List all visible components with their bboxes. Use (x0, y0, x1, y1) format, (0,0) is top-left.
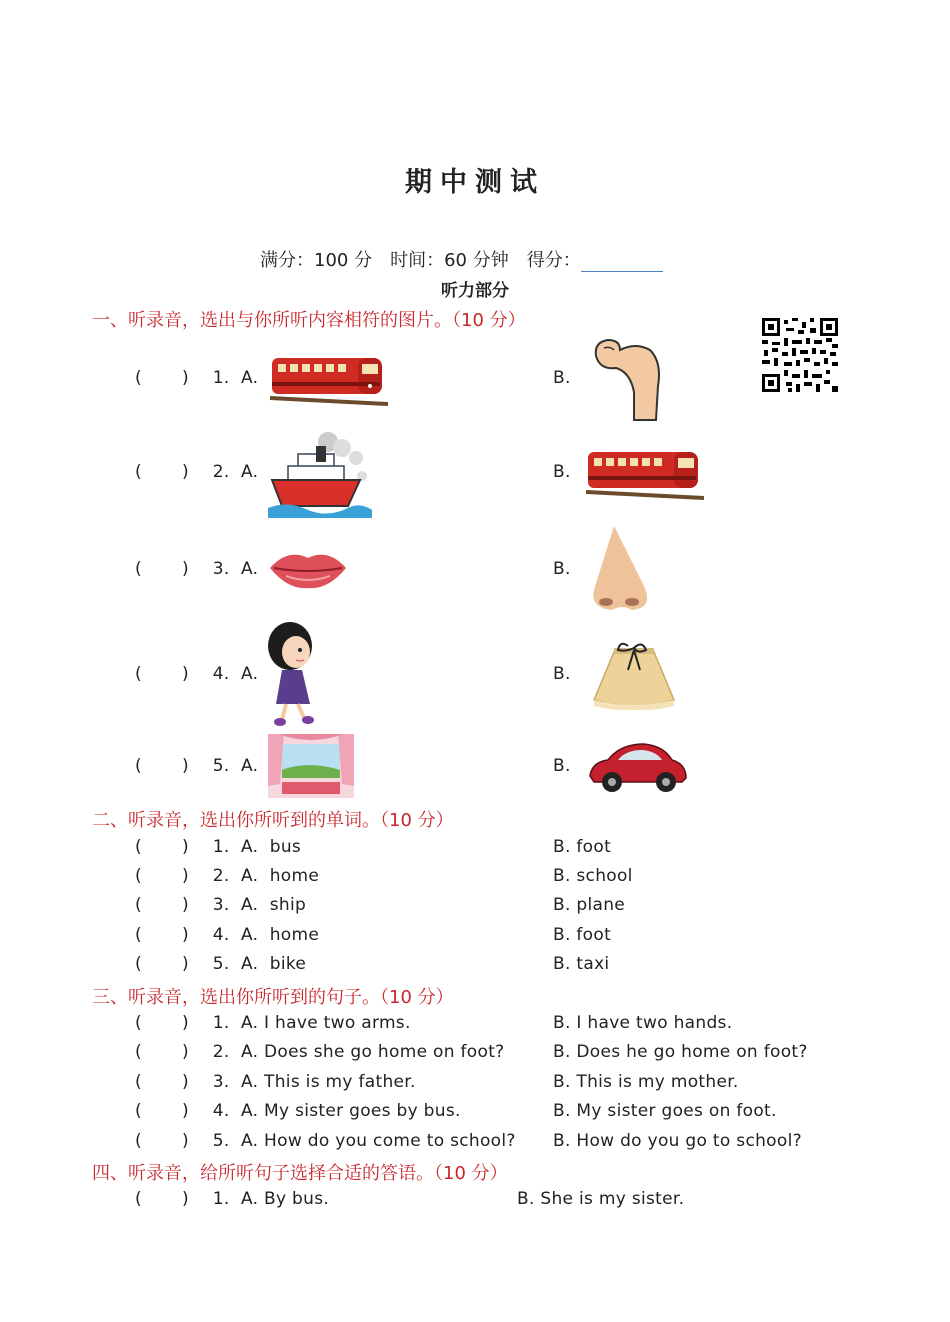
s3-q2: ( ) 2. A. Does she go home on foot? (135, 1042, 505, 1062)
car-picture (586, 738, 690, 796)
answer-blank[interactable]: ( ) (135, 462, 189, 482)
answer-blank[interactable]: ( ) (135, 954, 189, 974)
s3-q1: ( ) 1. A. I have two arms. (135, 1013, 411, 1033)
answer-blank[interactable]: ( ) (135, 1042, 189, 1062)
answer-blank[interactable]: ( ) (135, 866, 189, 886)
section-1-heading: 一、听录音，选出与你所听内容相符的图片。（10 分） (92, 310, 526, 331)
home-picture (268, 734, 354, 798)
s1-q3-b: B. (553, 559, 571, 579)
s4-q1: ( ) 1. A. By bus. (135, 1189, 330, 1209)
s3-q4: ( ) 4. A. My sister goes by bus. (135, 1101, 461, 1121)
s1-q5-b: B. (553, 756, 571, 776)
answer-blank[interactable]: ( ) (135, 1013, 189, 1033)
ship-picture (268, 428, 372, 518)
s1-q2: ( ) 2. A. (135, 462, 259, 482)
s3-q3: ( ) 3. A. This is my father. (135, 1072, 416, 1092)
answer-blank[interactable]: ( ) (135, 925, 189, 945)
s1-q3: ( ) 3. A. (135, 559, 259, 579)
score-blank[interactable] (581, 253, 663, 272)
s2-q2-b: B. school (553, 866, 633, 886)
skirt-picture (588, 640, 680, 710)
nose-picture (582, 524, 656, 614)
s1-q5: ( ) 5. A. (135, 756, 259, 776)
s3-q2-b: B. Does he go home on foot? (553, 1042, 808, 1062)
s1-q4-b: B. (553, 664, 571, 684)
s2-q5-b: B. taxi (553, 954, 610, 974)
answer-blank[interactable]: ( ) (135, 837, 189, 857)
mouth-picture (268, 546, 348, 592)
s3-q1-b: B. I have two hands. (553, 1013, 733, 1033)
s1-q4: ( ) 4. A. (135, 664, 259, 684)
s1-q1-b: B. (553, 368, 571, 388)
s2-q4: ( ) 4. A. home (135, 925, 320, 945)
girl-picture (266, 622, 322, 728)
answer-blank[interactable]: ( ) (135, 1131, 189, 1151)
s2-q4-b: B. foot (553, 925, 612, 945)
answer-blank[interactable]: ( ) (135, 895, 189, 915)
qr-code-icon (762, 318, 838, 392)
s2-q3-b: B. plane (553, 895, 626, 915)
s2-q1: ( ) 1. A. bus (135, 837, 302, 857)
answer-blank[interactable]: ( ) (135, 1072, 189, 1092)
s3-q5-b: B. How do you go to school? (553, 1131, 802, 1151)
s3-q4-b: B. My sister goes on foot. (553, 1101, 777, 1121)
score-line: 满分：100 分 时间：60 分钟 得分： (260, 246, 663, 272)
answer-blank[interactable]: ( ) (135, 368, 189, 388)
s2-q3: ( ) 3. A. ship (135, 895, 307, 915)
s1-q1: ( ) 1. A. (135, 368, 259, 388)
s1-q2-b: B. (553, 462, 571, 482)
s2-q5: ( ) 5. A. bike (135, 954, 307, 974)
section-subtitle: 听力部分 (441, 281, 509, 301)
arm-picture (586, 336, 666, 422)
s4-q1-b: B. She is my sister. (517, 1189, 685, 1209)
answer-blank[interactable]: ( ) (135, 664, 189, 684)
s3-q3-b: B. This is my mother. (553, 1072, 739, 1092)
page-title: 期中测试 (405, 167, 545, 198)
section-3-heading: 三、听录音，选出你所听到的句子。（10 分） (92, 987, 454, 1008)
section-2-heading: 二、听录音，选出你所听到的单词。（10 分） (92, 810, 454, 831)
section-4-heading: 四、听录音，给所听句子选择合适的答语。（10 分） (92, 1163, 508, 1184)
s3-q5: ( ) 5. A. How do you come to school? (135, 1131, 516, 1151)
answer-blank[interactable]: ( ) (135, 559, 189, 579)
answer-blank[interactable]: ( ) (135, 1101, 189, 1121)
train-picture (270, 348, 388, 410)
s2-q2: ( ) 2. A. home (135, 866, 320, 886)
answer-blank[interactable]: ( ) (135, 756, 189, 776)
s2-q1-b: B. foot (553, 837, 612, 857)
train-picture (586, 442, 704, 504)
answer-blank[interactable]: ( ) (135, 1189, 189, 1209)
